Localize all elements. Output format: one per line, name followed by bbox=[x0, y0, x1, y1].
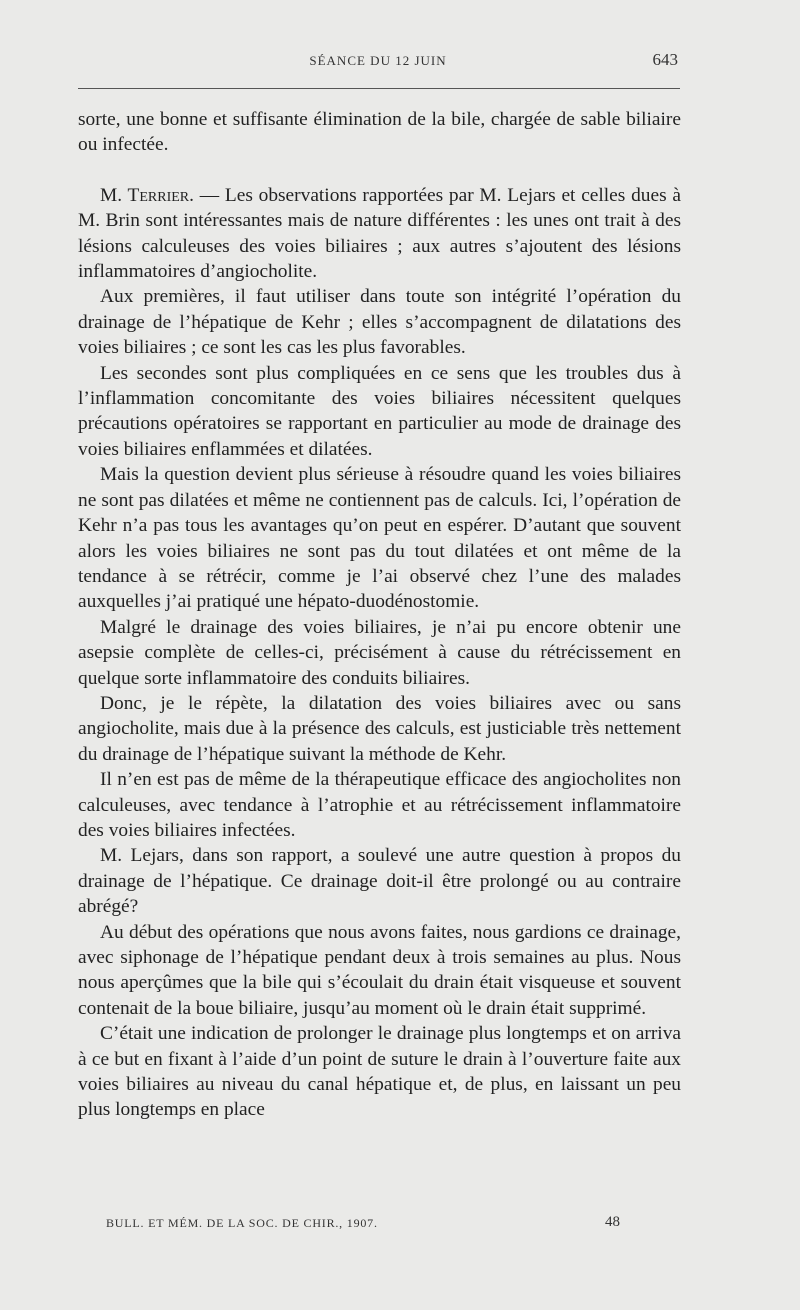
paragraph: C’était une indication de prolonger le drainage plus longtemps et on arriva à ce but en fixant à l’aide d’un point de suture le drain à l’ouverture faite aux voies biliaires au niveau du canal hépatique et, de plus, en laissant un peu plus longtemps en place bbox=[78, 1023, 681, 1121]
page-footer bbox=[106, 1214, 620, 1234]
paragraph: Au début des opérations que nous avons faites, nous gardions ce drainage, avec siphonage de l’hépatique pendant deux à trois semaines au plus. Nous nous aperçûmes que la bile qui s’écoulait du drain était visqueuse et souvent contenait de la boue biliaire, jusqu’au moment où le drain était supprimé. bbox=[78, 921, 681, 1019]
paragraph bbox=[78, 183, 681, 285]
speaker-name: M. Terrier. bbox=[100, 184, 194, 206]
paragraph: Malgré le drainage des voies biliaires, je n’ai pu encore obtenir une asepsie complète de celles-ci, précisément à cause du rétrécissement en quelque sorte inflammatoire des conduits biliaires. bbox=[78, 616, 681, 689]
signature-mark: 48 bbox=[605, 1214, 620, 1230]
paragraph: sorte, une bonne et suffisante élimination de la bile, chargée de sable biliaire ou infectée. bbox=[78, 109, 681, 156]
page-header bbox=[78, 50, 678, 72]
paragraph: Aux premières, il faut utiliser dans toute son intégrité l’opération du drainage de l’hépatique de Kehr ; elles s’accompagnent de dilatations des voies biliaires ; ce sont les cas les plus favorables. bbox=[78, 286, 681, 359]
paragraph: Donc, je le répète, la dilatation des voies biliaires avec ou sans angiocholite, mais due à la présence des calculs, est justiciable très nettement du drainage de l’hépatique suivant la méthode de Kehr. bbox=[78, 692, 681, 765]
paragraph: M. Lejars, dans son rapport, a soulevé une autre question à propos du drainage de l’hépatique. Ce drainage doit-il être prolongé ou au contraire abrégé? bbox=[78, 845, 681, 918]
paragraph: Mais la question devient plus sérieuse à résoudre quand les voies biliaires ne sont pas dilatées et même ne contiennent pas de calculs. Ici, l’opération de Kehr n’a pas tous les avantages qu’on peut en espérer. D’autant que souvent alors les voies biliaires ne sont pas du tout dilatées et ont même de la tendance à se rétrécir, comme je l’ai observé chez l’une des malades auxquelles j’ai pratiqué une hépato-duodénostomie. bbox=[78, 464, 681, 613]
page-number: 643 bbox=[652, 50, 678, 69]
paragraph: Il n’en est pas de même de la thérapeutique efficace des angiocholites non calculeuses, avec tendance à l’atrophie et au rétrécissement inflammatoire des voies biliaires infectées. bbox=[78, 769, 681, 841]
footer-citation: BULL. ET MÉM. DE LA SOC. DE CHIR., 1907. bbox=[106, 1216, 378, 1230]
paragraph-text: — Les observations rapportées par M. Lejars et celles dues à M. Brin sont intéressantes mais de nature différentes : les unes ont trait à des lésions calculeuses des voies biliaires ; aux autres s’ajoutent des lésions inflammatoires d’angiocholite. bbox=[78, 184, 681, 283]
body-text bbox=[78, 107, 681, 1123]
running-title: SÉANCE DU 12 JUIN bbox=[309, 53, 447, 68]
paragraph: Les secondes sont plus compliquées en ce sens que les troubles dus à l’inflammation concomitante des voies biliaires nécessitent quelques précautions opératoires se rapportant en particulier au mode de drainage des voies biliaires enflammées et dilatées. bbox=[78, 362, 681, 460]
header-rule bbox=[78, 88, 680, 89]
